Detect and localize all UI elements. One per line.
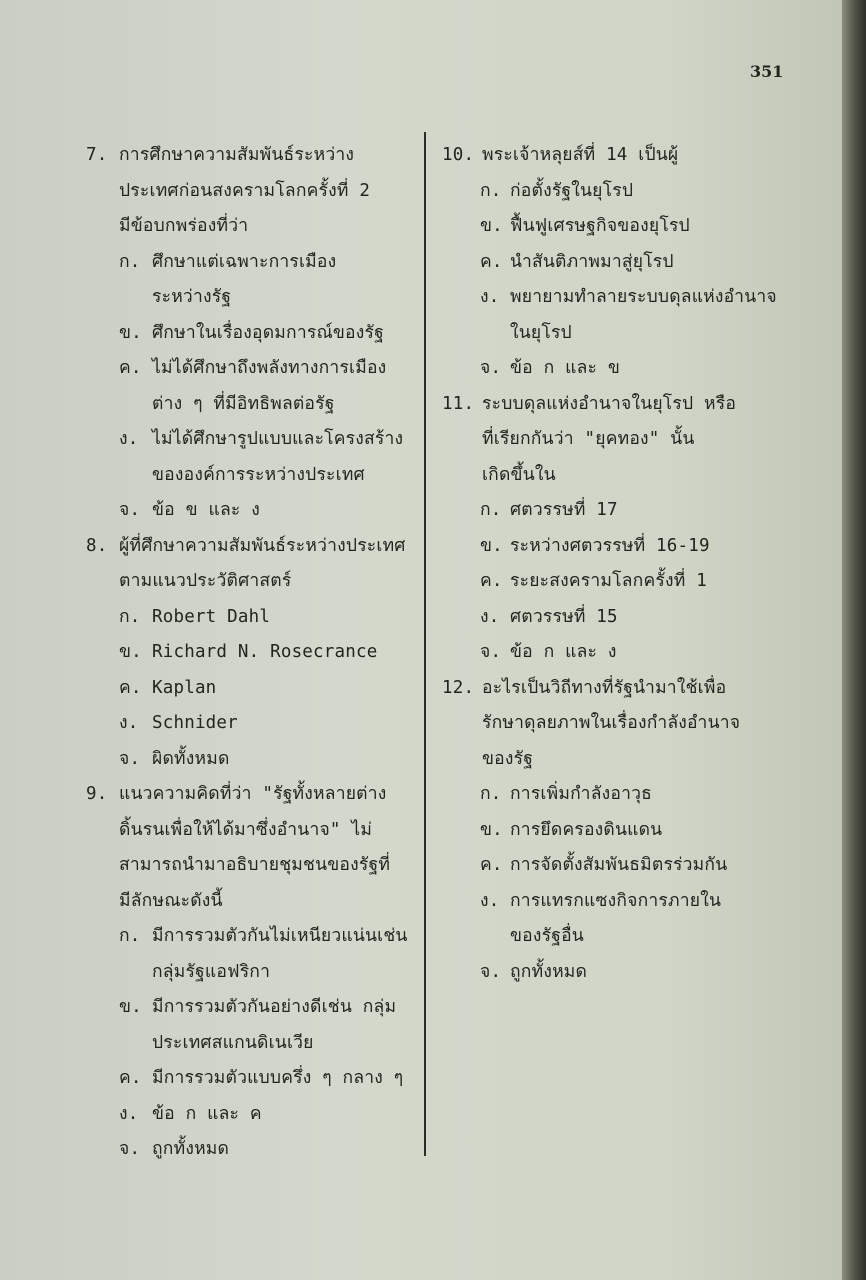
answer-option-line: [442, 174, 794, 210]
column-divider: [424, 132, 426, 1156]
answer-option-line: [442, 529, 794, 565]
question-stem-line: [442, 742, 794, 778]
question-item: [442, 387, 794, 671]
option-text: ขององค์การระหว่างประเทศ: [152, 464, 365, 485]
question-stem-line: [86, 813, 422, 849]
answer-option-line: [442, 351, 794, 387]
option-letter: ก.: [480, 180, 502, 201]
question-item: [442, 138, 794, 387]
question-stem-line: [86, 529, 422, 565]
question-stem-text: ของรัฐ: [482, 748, 534, 769]
answer-option-line: [86, 493, 422, 529]
question-stem-text: อะไรเป็นวิถีทางที่รัฐนำมาใช้เพื่อ: [482, 677, 727, 698]
question-item: [442, 671, 794, 991]
answer-option-line: [442, 884, 794, 920]
option-letter: ง.: [480, 606, 500, 627]
answer-option-line: [86, 742, 422, 778]
question-number: 8.: [86, 535, 108, 556]
answer-option-line: [86, 351, 422, 387]
option-text: ไม่ได้ศึกษารูปแบบและโครงสร้าง: [152, 429, 404, 449]
option-text: มีการรวมตัวกันอย่างดีเช่น กลุ่ม: [152, 997, 397, 1017]
question-stem-line: [86, 777, 422, 813]
answer-option-line: [442, 848, 794, 884]
option-letter: ก.: [480, 500, 502, 520]
option-text: พยายามทำลายระบบดุลแห่งอำนาจ: [510, 287, 777, 307]
option-letter: ก.: [119, 251, 141, 272]
question-stem-line: [86, 138, 422, 174]
option-text: กลุ่มรัฐแอฟริกา: [152, 961, 271, 982]
answer-option-line: [442, 280, 794, 316]
option-text: การแทรกแซงกิจการภายใน: [510, 890, 722, 911]
option-letter: ก.: [119, 926, 141, 946]
right-column: [442, 138, 794, 990]
question-stem-text: ที่เรียกกันว่า "ยุคทอง" นั้น: [482, 429, 695, 449]
question-item: [86, 777, 422, 1168]
option-text: Robert Dahl: [152, 606, 271, 627]
option-text: ไม่ได้ศึกษาถึงพลังทางการเมือง: [152, 358, 387, 378]
option-text: ประเทศสแกนดิเนเวีย: [152, 1032, 314, 1053]
option-text: ถูกทั้งหมด: [510, 961, 588, 982]
option-text: ข้อ ข และ ง: [152, 500, 260, 520]
option-text: การจัดตั้งสัมพันธมิตรร่วมกัน: [510, 855, 728, 875]
question-number: 10.: [442, 145, 475, 165]
option-text: ถูกทั้งหมด: [152, 1139, 230, 1159]
option-letter: ข.: [119, 322, 142, 343]
answer-option-line: [86, 1026, 422, 1062]
answer-option-line: [442, 600, 794, 636]
answer-option-line: [86, 1061, 422, 1097]
left-column: [86, 138, 422, 1168]
option-letter: ข.: [480, 819, 503, 840]
option-text: การยึดครองดินแดน: [510, 819, 663, 840]
option-letter: จ.: [480, 961, 502, 982]
question-stem-line: [442, 138, 794, 174]
answer-option-line: [86, 671, 422, 707]
question-stem-line: [442, 422, 794, 458]
question-stem-text: ประเทศก่อนสงครามโลกครั้งที่ 2: [119, 180, 371, 201]
question-stem-text: ตามแนวประวัติศาสตร์: [119, 571, 292, 591]
answer-option-line: [86, 1132, 422, 1168]
option-letter: ค.: [119, 358, 142, 378]
option-text: ฟื้นฟูเศรษฐกิจของยุโรป: [510, 216, 690, 236]
answer-option-line: [442, 564, 794, 600]
option-text: ข้อ ก และ ง: [510, 642, 617, 662]
question-stem-line: [86, 174, 422, 210]
option-text: ผิดทั้งหมด: [152, 748, 230, 769]
question-stem-line: [86, 209, 422, 245]
option-letter: จ.: [119, 500, 141, 520]
option-letter: ง.: [480, 890, 500, 911]
option-text: ระยะสงครามโลกครั้งที่ 1: [510, 571, 707, 591]
answer-option-line: [442, 955, 794, 991]
answer-option-line: [86, 280, 422, 316]
option-text: Schnider: [152, 713, 238, 733]
option-letter: ง.: [480, 287, 500, 307]
answer-option-line: [86, 245, 422, 281]
answer-option-line: [86, 1097, 422, 1133]
answer-option-line: [86, 387, 422, 423]
option-text: Kaplan: [152, 677, 217, 698]
option-letter: ง.: [119, 1103, 139, 1124]
question-stem-text: ระบบดุลแห่งอำนาจในยุโรป หรือ: [482, 393, 737, 414]
option-letter: ข.: [480, 535, 503, 556]
question-stem-line: [86, 564, 422, 600]
option-letter: จ.: [119, 748, 141, 769]
answer-option-line: [442, 919, 794, 955]
option-text: ศึกษาในเรื่องอุดมการณ์ของรัฐ: [152, 322, 384, 343]
option-text: Richard N. Rosecrance: [152, 642, 378, 662]
option-text: ของรัฐอื่น: [510, 926, 584, 946]
answer-option-line: [442, 777, 794, 813]
option-text: ข้อ ก และ ค: [152, 1103, 262, 1124]
option-letter: จ.: [480, 642, 502, 662]
option-text: ศตวรรษที่ 15: [510, 606, 618, 627]
answer-option-line: [442, 493, 794, 529]
question-item: [86, 138, 422, 529]
option-letter: ก.: [119, 606, 141, 627]
question-number: 12.: [442, 677, 475, 698]
question-item: [86, 529, 422, 778]
option-text: ก่อตั้งรัฐในยุโรป: [510, 180, 634, 201]
page-number: 351: [750, 62, 784, 81]
question-stem-text: มีข้อบกพร่องที่ว่า: [119, 216, 249, 236]
option-text: ต่าง ๆ ที่มีอิทธิพลต่อรัฐ: [152, 393, 335, 414]
option-letter: ข.: [119, 997, 142, 1017]
option-text: ในยุโรป: [510, 322, 572, 343]
answer-option-line: [442, 316, 794, 352]
question-stem-text: ผู้ที่ศึกษาความสัมพันธ์ระหว่างประเทศ: [119, 535, 406, 556]
answer-option-line: [86, 990, 422, 1026]
answer-option-line: [442, 245, 794, 281]
option-letter: จ.: [480, 358, 502, 378]
question-stem-line: [86, 848, 422, 884]
option-letter: ค.: [480, 251, 503, 272]
answer-option-line: [86, 635, 422, 671]
question-stem-text: มีลักษณะดังนี้: [119, 890, 223, 911]
question-stem-line: [442, 387, 794, 423]
answer-option-line: [86, 458, 422, 494]
answer-option-line: [442, 209, 794, 245]
question-stem-line: [442, 671, 794, 707]
option-letter: ง.: [119, 713, 139, 733]
question-stem-text: การศึกษาความสัมพันธ์ระหว่าง: [119, 145, 355, 165]
option-text: ข้อ ก และ ข: [510, 358, 621, 378]
option-text: มีการรวมตัวแบบครึ่ง ๆ กลาง ๆ: [152, 1068, 404, 1088]
question-stem-text: ดิ้นรนเพื่อให้ได้มาซึ่งอำนาจ" ไม่: [119, 819, 373, 840]
answer-option-line: [442, 813, 794, 849]
question-number: 7.: [86, 145, 108, 165]
answer-option-line: [86, 316, 422, 352]
question-stem-text: พระเจ้าหลุยส์ที่ 14 เป็นผู้: [482, 145, 679, 165]
option-text: นำสันติภาพมาสู่ยุโรป: [510, 251, 674, 272]
answer-option-line: [86, 422, 422, 458]
answer-option-line: [86, 706, 422, 742]
option-text: มีการรวมตัวกันไม่เหนียวแน่นเช่น: [152, 926, 408, 946]
question-number: 11.: [442, 393, 475, 414]
question-stem-text: สามารถนำมาอธิบายชุมชนของรัฐที่: [119, 855, 391, 875]
question-stem-text: รักษาดุลยภาพในเรื่องกำลังอำนาจ: [482, 713, 741, 733]
option-text: ศตวรรษที่ 17: [510, 500, 618, 520]
answer-option-line: [86, 955, 422, 991]
answer-option-line: [86, 600, 422, 636]
option-letter: ค.: [119, 1068, 142, 1088]
question-stem-text: แนวความคิดที่ว่า "รัฐทั้งหลายต่าง: [119, 784, 387, 804]
option-text: ระหว่างศตวรรษที่ 16-19: [510, 535, 710, 556]
option-letter: ข.: [480, 216, 503, 236]
question-stem-line: [442, 458, 794, 494]
option-letter: จ.: [119, 1139, 141, 1159]
question-stem-line: [86, 884, 422, 920]
option-letter: ค.: [119, 677, 142, 698]
option-letter: ก.: [480, 784, 502, 804]
question-number: 9.: [86, 784, 108, 804]
answer-option-line: [442, 635, 794, 671]
option-letter: ง.: [119, 429, 139, 449]
option-text: ระหว่างรัฐ: [152, 287, 232, 307]
option-letter: ค.: [480, 855, 503, 875]
answer-option-line: [86, 919, 422, 955]
page-edge-shadow: [842, 0, 866, 1280]
option-text: ศึกษาแต่เฉพาะการเมือง: [152, 251, 337, 272]
question-stem-line: [442, 706, 794, 742]
option-text: การเพิ่มกำลังอาวุธ: [510, 784, 653, 804]
option-letter: ข.: [119, 642, 142, 662]
question-stem-text: เกิดขึ้นใน: [482, 464, 556, 485]
option-letter: ค.: [480, 571, 503, 591]
